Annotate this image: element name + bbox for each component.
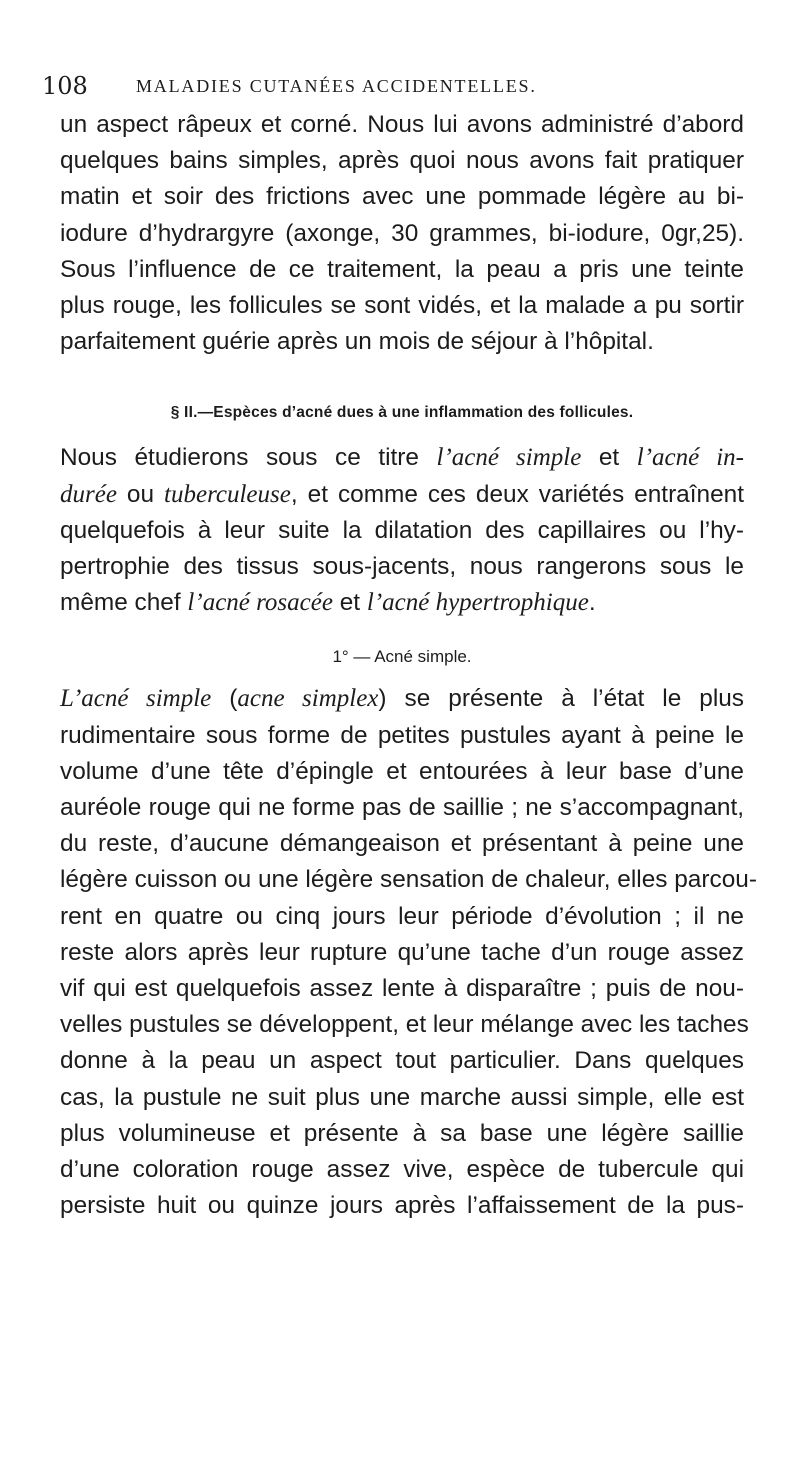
text-line: auréole rouge qui ne forme pas de saillie ; ne s’accompagnant, (60, 794, 744, 822)
italic-term: durée (60, 480, 117, 508)
text-line: volume d’une tête d’épingle et entourées à leur base d’une (60, 757, 744, 785)
text-line: plus rouge, les follicules se sont vidés, et la malade a pu sortir (60, 292, 744, 320)
paragraph-treatment (60, 107, 744, 360)
running-title: MALADIES CUTANÉES ACCIDENTELLES. (136, 76, 537, 96)
text-line: d’une coloration rouge assez vive, espèce de tubercule qui (60, 1156, 744, 1184)
text-line: durée ou tuberculeuse, et comme ces deux variétés entraînent (60, 480, 744, 508)
italic-term: l’acné rosacée (187, 589, 333, 617)
text-line: même chef l’acné rosacée et l’acné hypertrophique. (60, 589, 596, 617)
text-line: du reste, d’aucune démangeaison et présentant à peine une (60, 830, 744, 858)
paragraph-acne-simple (60, 681, 757, 1224)
text-line: parfaitement guérie après un mois de séjour à l’hôpital. (60, 328, 654, 356)
text-line: reste alors après leur rupture qu’une tache d’un rouge assez (60, 938, 744, 966)
text-line: cas, la pustule ne suit plus une marche aussi simple, elle est (60, 1083, 744, 1111)
text-line: iodure d’hydrargyre (axonge, 30 grammes, bi-iodure, 0gr,25). (60, 219, 744, 247)
paragraph-introduction (60, 440, 744, 621)
italic-term: acne simplex (237, 685, 379, 713)
text-line: Nous étudierons sous ce titre l’acné simple et l’acné in- (60, 444, 745, 472)
italic-term: l’acné simple (436, 444, 582, 472)
text-line: légère cuisson ou une légère sensation de chaleur, elles parcou- (60, 866, 757, 894)
running-head (42, 72, 740, 102)
text-line: donne à la peau un aspect tout particulier. Dans quelques (60, 1047, 744, 1075)
italic-term: l’acné in- (636, 444, 745, 472)
text-line: quelques bains simples, après quoi nous avons fait pratiquer (60, 147, 744, 175)
text-line: Sous l’influence de ce traitement, la peau a pris une teinte (60, 255, 744, 283)
text-line: quelquefois à leur suite la dilatation des capillaires ou l’hy- (60, 516, 744, 544)
text-line: matin et soir des frictions avec une pommade légère au bi- (60, 183, 744, 211)
text-line: plus volumineuse et présente à sa base une légère saillie (60, 1119, 744, 1147)
text-line: rent en quatre ou cinq jours leur période d’évolution ; il ne (60, 902, 744, 930)
section-heading: § II.—Espèces d’acné dues à une inflammation des follicules. (170, 404, 634, 422)
text-line: persiste huit ou quinze jours après l’affaissement de la pus- (60, 1192, 744, 1220)
body-text (60, 107, 757, 1224)
italic-term: l’acné hypertrophique (366, 589, 589, 617)
text-line: vif qui est quelquefois assez lente à disparaître ; puis de nou- (60, 975, 744, 1003)
page-number: 108 (42, 72, 88, 100)
text-line: pertrophie des tissus sous-jacents, nous rangerons sous le (60, 553, 744, 581)
text-line: rudimentaire sous forme de petites pustules ayant à peine le (60, 721, 744, 749)
text-line: velles pustules se développent, et leur mélange avec les taches (60, 1011, 749, 1039)
italic-term: L’acné simple (60, 685, 212, 713)
text-line: L’acné simple (acne simplex) se présente à l’état le plus (60, 685, 745, 713)
subsection-heading: 1° — Acné simple. (332, 647, 472, 667)
text-line: un aspect râpeux et corné. Nous lui avons administré d’abord (60, 111, 744, 138)
italic-term: tuberculeuse (164, 480, 291, 508)
